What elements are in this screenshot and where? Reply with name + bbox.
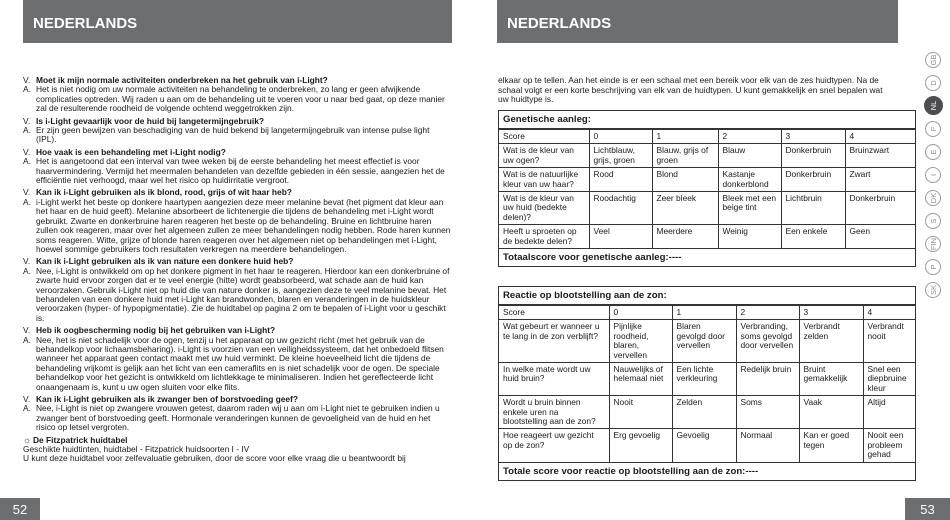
sun-icon: ☼ (23, 434, 32, 445)
language-tab-label: DK (925, 190, 941, 206)
table-row (499, 168, 915, 192)
table-row (499, 225, 915, 248)
section-header: NEDERLANDS (23, 0, 452, 43)
table-cell: Wat is de natuurlijke kleur van uw haar? (499, 168, 589, 192)
language-tab-gb[interactable] (921, 48, 945, 71)
table-cell: Kastanje donkerblond (718, 168, 781, 192)
table-cell: Wat gebeurt er wanneer u te lang in de zon verblijft? (499, 320, 609, 363)
answer-label: A. (23, 196, 31, 207)
language-tab-label: D (925, 75, 941, 91)
table-cell: Zwart (845, 168, 915, 192)
answer-text: i-Light werkt het beste op donkere haartypen aangezien deze meer melanine bevat (het pigment dat kleur aan het haar en de huid geeft). Melanine absorbeert de lichtenergie die tijdens de behandeling met i-Light wordt gebruikt. Zwarte en donkerbruine haren reageren het beste op de behandeling. Bruine en lichtbruine haren zullen ook reageren, maar over het algemeen zullen ze meer behandelingen nodig hebben. Rode haren kunnen soms reageren. Witte, grijze of blonde haren reageren over het algemeen niet op behandelingen met i-Light, hoewel sommige gebruikers toch resultaten verkregen na meerdere behandelingen. (36, 196, 451, 254)
table-cell: Lichtblauw, grijs, groen (589, 144, 652, 168)
table-cell: Wordt u bruin binnen enkele uren na blootstelling aan de zon? (499, 396, 609, 429)
language-tab-label: SK (925, 282, 941, 298)
table-cell: 1 (652, 130, 718, 144)
table-cell: Redelijk bruin (736, 363, 799, 396)
table-cell: Blaren gevolgd door vervellen (672, 320, 736, 363)
answer-label: A. (23, 156, 31, 167)
page-number: 53 (905, 498, 950, 520)
table-cell: Donkerbruin (781, 144, 845, 168)
table-row (499, 363, 915, 396)
language-tab-label: FIN (925, 236, 941, 252)
table-cell: Een lichte verkleuring (672, 363, 736, 396)
answer-label: A. (23, 265, 31, 276)
language-tabs (921, 48, 945, 301)
fitzpatrick-subtitle: Geschikte huidtinten, huidtabel - Fitzpatrick huidsoorten I - IV (23, 444, 250, 455)
language-tab-e[interactable] (921, 140, 945, 163)
table-cell: 3 (799, 306, 863, 320)
language-tab-sk[interactable] (921, 278, 945, 301)
question-label: V. (23, 146, 31, 157)
table-cell: Verbranding, soms gevolgd door vervellen (736, 320, 799, 363)
language-tab-fin[interactable] (921, 232, 945, 255)
table-cell: Hoe reageert uw gezicht op de zon? (499, 429, 609, 462)
table-row (499, 192, 915, 225)
language-tab-label: E (925, 144, 941, 160)
language-tab-i[interactable] (921, 163, 945, 186)
table-cell: Lichtbruin (781, 192, 845, 225)
table-cell: Bruinzwart (845, 144, 915, 168)
table-cell: Een enkele (781, 225, 845, 248)
table-row (499, 306, 915, 320)
table-cell: Donkerbruin (781, 168, 845, 192)
table-cell: Rood (589, 168, 652, 192)
question-label: V. (23, 256, 31, 267)
table-cell: 2 (736, 306, 799, 320)
language-tab-label: GB (925, 52, 941, 68)
faq-item (23, 148, 451, 186)
genetic-table (498, 110, 916, 267)
table-cell: Geen (845, 225, 915, 248)
table-cell: Nooit (609, 396, 672, 429)
table-cell: Zelden (672, 396, 736, 429)
table-cell: Nauwelijks of helemaal niet (609, 363, 672, 396)
table-cell: Blauw (718, 144, 781, 168)
table-cell: Verbrandt nooit (863, 320, 915, 363)
table-cell: Donkerbruin (845, 192, 915, 225)
table-cell: Soms (736, 396, 799, 429)
question-text: Moet ik mijn normale activiteiten onderbreken na het gebruik van i-Light? (36, 75, 328, 85)
language-tab-d[interactable] (921, 71, 945, 94)
question-text: Hoe vaak is een behandeling met i-Light nodig? (36, 146, 226, 157)
table-cell: Erg gevoelig (609, 429, 672, 462)
table-cell: Veel (589, 225, 652, 248)
table-cell: 0 (589, 130, 652, 144)
table-cell: Zeer bleek (652, 192, 718, 225)
table-cell: 1 (672, 306, 736, 320)
table-cell: Gevoelig (672, 429, 736, 462)
table-row (499, 130, 915, 144)
table-cell: 0 (609, 306, 672, 320)
table-cell: Wat is de kleur van uw ogen? (499, 144, 589, 168)
table-row (499, 429, 915, 462)
question-label: V. (23, 394, 31, 404)
language-tab-nl[interactable] (921, 94, 945, 117)
faq-item (23, 117, 451, 145)
table-cell: 4 (845, 130, 915, 144)
fitzpatrick-title: De Fitzpatrick huidtabel (33, 434, 128, 445)
faq-item (23, 395, 451, 433)
table-cell: Blond (652, 168, 718, 192)
table-cell: Heeft u sproeten op de bedekte delen? (499, 225, 589, 248)
language-tab-label: I (925, 167, 941, 183)
table-cell: Snel een diepbruine kleur (863, 363, 915, 396)
faq-item (23, 326, 451, 392)
language-tab-label: P (925, 259, 941, 275)
table-total: Totale score voor reactie op blootstelling aan de zon:---- (499, 462, 915, 480)
fitzpatrick-text: U kunt deze huidtabel voor zelfevaluatie gebruiken, door de score voor elke vraag die u beantwoordt bij (23, 453, 406, 464)
answer-label: A. (23, 84, 31, 95)
question-label: V. (23, 75, 31, 85)
faq-item (23, 257, 451, 323)
table-cell: Weinig (718, 225, 781, 248)
faq-list (23, 76, 451, 464)
page-number: 52 (0, 498, 40, 520)
language-tab-label: S (925, 213, 941, 229)
question-text: Kan ik i-Light gebruiken als ik blond, rood, grijs of wit haar heb? (36, 187, 292, 198)
table-cell: Score (499, 130, 589, 144)
language-tab-label: NL (924, 96, 943, 115)
question-text: Is i-Light gevaarlijk voor de huid bij langetermijngebruik? (36, 115, 265, 126)
question-label: V. (23, 325, 31, 336)
table-cell: Normaal (736, 429, 799, 462)
table-title: Reactie op blootstelling aan de zon: (499, 287, 915, 305)
intro-text: elkaar op te tellen. Aan het einde is er een schaal met een bereik voor elk van de zes huidtypen. Na de schaal volgt er een korte beschrijving van elk van de huidtypen. U kunt gemakkelijk en snel bepalen wat uw huidtype is. (498, 75, 883, 105)
sun-exposure-table (498, 286, 916, 481)
answer-text: Er zijn geen bewijzen van beschadiging van de huid bekend bij langetermijngebruik van intense pulse light (IPL). (36, 125, 430, 145)
table-cell: Kan er goed tegen (799, 429, 863, 462)
answer-label: A. (23, 125, 31, 136)
language-tab-s[interactable] (921, 209, 945, 232)
question-text: Kan ik i-Light gebruiken als ik zwanger ben of borstvoeding geef? (36, 394, 298, 404)
table-cell: Vaak (799, 396, 863, 429)
table-row (499, 320, 915, 363)
language-tab-p[interactable] (921, 255, 945, 278)
table-row (499, 144, 915, 168)
table-cell: Roodachtig (589, 192, 652, 225)
answer-text: Nee, i-Light is niet op zwangere vrouwen getest, daarom raden wij u aan om i-Light niet te gebruiken indien u zwanger bent of borstvoeding geeft. Hormonale veranderingen kunnen de gevoeligheid van de huid en het risico op letsel vergroten. (36, 403, 440, 433)
fitzpatrick-section (23, 436, 451, 464)
language-tab-label: F (925, 121, 941, 137)
faq-item (23, 188, 451, 254)
language-tab-dk[interactable] (921, 186, 945, 209)
language-tab-f[interactable] (921, 117, 945, 140)
answer-text: Nee, het is niet schadelijk voor de ogen, tenzij u het apparaat op uw gezicht richt (met het gebruik van de behandelkop voor lichaamsbeharing). i-Light is voorzien van een veiligheidssysteem, dat het onbedoeld flitsen wanneer het apparaat geen contact maakt met uw huid verminkt. De kleine hoeveelheid licht die tijdens de behandeling vrijkomt is gelijk aan het licht van een cameraflits en is niet schadelijk voor de ogen. De speciale behandelkop voor het gezicht is ontwikkeld om lichtlekkage te minimaliseren. Indien het gereflecteerde licht onaangenaam is, kunt u uw ogen sluiten voor elke flits. (36, 334, 444, 392)
question-label: V. (23, 115, 31, 126)
table-cell: Wat is de kleur van uw huid (bedekte delen)? (499, 192, 589, 225)
answer-text: Nee, i-Light is ontwikkeld om op het donkere pigment in het haar te reageren. Hierdoor kan een donkerbruine of zwarte huid ervoor zorgen dat er te veel energie (hitte) wordt geabsorbeerd, wat schade aan de huid kan veroorzaken. Gebruik i-Light niet op huid die van nature donker is, aangezien deze te veel melanine bevat. Het behandelen van een donkere huid met i-Light kan brandwonden, blaren en veranderingen in de huidskleur veroorzaken (hyper- of hypopigmentatie). Zie de huidtabel op pagina 2 om te bepalen of i-Light voor u geschikt is. (36, 265, 450, 323)
answer-text: Het is aangetoond dat een interval van twee weken bij de eerste behandeling het meest effectief is voor haarvermindering. Vermijd het meermalen behandelen van dezelfde gebieden in één sessie, aangezien het de efficiëntie niet verhoogd, maar wel het risico op huidirritatie vergroot. (36, 156, 445, 186)
table-cell: 3 (781, 130, 845, 144)
table-cell: 2 (718, 130, 781, 144)
table-cell: In welke mate wordt uw huid bruin? (499, 363, 609, 396)
faq-item (23, 76, 451, 114)
table-cell: Score (499, 306, 609, 320)
table-row (499, 396, 915, 429)
table-cell: Blauw, grijs of groen (652, 144, 718, 168)
table-cell: 4 (863, 306, 915, 320)
table-total: Totaalscore voor genetische aanleg:---- (499, 248, 915, 266)
table-cell: Bleek met een beige tint (718, 192, 781, 225)
table-cell: Pijnlijke roodheid, blaren, vervellen (609, 320, 672, 363)
table-cell: Verbrandt zelden (799, 320, 863, 363)
answer-label: A. (23, 334, 31, 345)
question-text: Kan ik i-Light gebruiken als ik van nature een donkere huid heb? (36, 256, 294, 267)
question-label: V. (23, 187, 31, 198)
answer-label: A. (23, 403, 31, 414)
question-text: Heb ik oogbescherming nodig bij het gebruiken van i-Light? (36, 325, 276, 336)
table-cell: Altijd (863, 396, 915, 429)
table-cell: Nooit een probleem gehad (863, 429, 915, 462)
table-cell: Meerdere (652, 225, 718, 248)
answer-text: Het is niet nodig om uw normale activiteiten na behandeling te onderbreken, zo lang er geen afwijkende complicaties optreden. Wij raden u aan om de behandeling uit te voeren voor u naar bed gaat, op deze manier zal de resulterende roodheid de volgende ochtend weggetrokken zijn. (36, 84, 445, 114)
table-cell: Bruint gemakkelijk (799, 363, 863, 396)
section-header: NEDERLANDS (497, 0, 898, 43)
table-title: Genetische aanleg: (499, 111, 915, 129)
